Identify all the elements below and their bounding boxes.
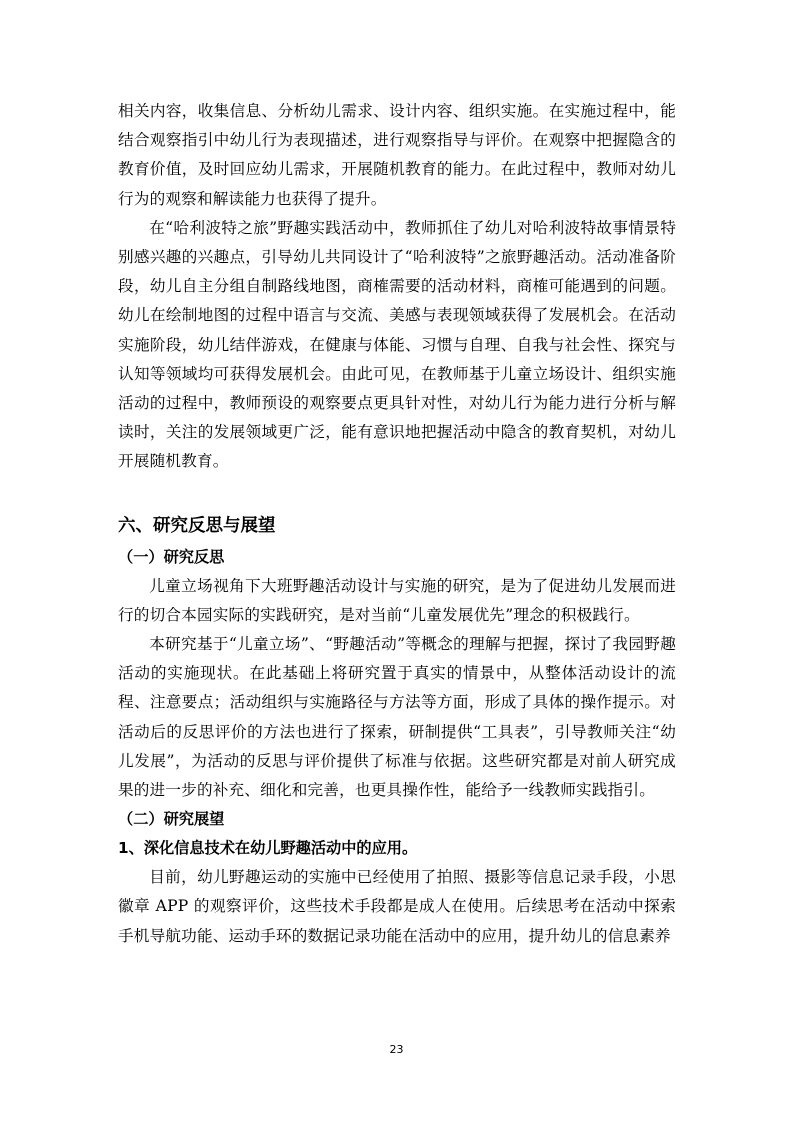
item-heading-information-technology: 1、深化信息技术在幼儿野趣活动中的应用。 [118, 839, 418, 858]
subsection-heading-outlook: （二）研究展望 [118, 810, 225, 829]
paragraph-harry-potter-activity: 在“哈利波特之旅”野趣实践活动中，教师抓住了幼儿对哈利波特故事情景特别感兴趣的兴趣点，引导幼儿共同设计了“哈利波特”之旅野趣活动。活动准备阶段，幼儿自主分组自制路线地图，商榷需要的活动材料，商榷可能遇到的问题。幼儿在绘制地图的过程中语言与交流、美感与表现领域获得了发展机会。在活动实施阶段，幼儿结伴游戏，在健康与体能、习惯与自理、自我与社会性、探究与认知等领域均可获得发展机会。由此可见，在教师基于儿童立场设计、组织实施活动的过程中，教师预设的观察要点更具针对性，对幼儿行为能力进行分析与解读时，关注的发展领域更广泛，能有意识地把握活动中隐含的教育契机，对幼儿开展随机教育。 [118, 218, 676, 471]
paragraph-reflection-2: 本研究基于“儿童立场”、“野趣活动”等概念的理解与把握，探讨了我园野趣活动的实施现状。在此基础上将研究置于真实的情景中，从整体活动设计的流程、注意要点；活动组织与实施路径与方法等方面，形成了具体的操作提示。对活动后的反思评价的方法也进行了探索，研制提供“工具表”，引导教师关注“幼儿发展”，为活动的反思与评价提供了标准与依据。这些研究都是对前人研究成果的进一步的补充、细化和完善，也更具操作性，能给予一线教师实践指引。 [118, 635, 676, 800]
section-heading: 六、研究反思与展望 [118, 515, 276, 536]
paragraph-outlook-1: 目前，幼儿野趣运动的实施中已经使用了拍照、摄影等信息记录手段，小思徽章 APP 的观察评价，这些技术手段都是成人在使用。后续思考在活动中探索手机导航功能、运动手环的数据记录功能在活动中的应用，提升幼儿的信息素养 [118, 868, 676, 945]
paragraph-continuation: 相关内容，收集信息、分析幼儿需求、设计内容、组织实施。在实施过程中，能结合观察指引中幼儿行为表现描述，进行观察指导与评价。在观察中把握隐含的教育价值，及时回应幼儿需求，开展随机教育的能力。在此过程中，教师对幼儿行为的观察和解读能力也获得了提升。 [118, 102, 676, 208]
subsection-heading-reflection: （一）研究反思 [118, 547, 225, 566]
paragraph-reflection-1: 儿童立场视角下大班野趣活动设计与实施的研究，是为了促进幼儿发展而进行的切合本园实际的实践研究，是对当前“儿童发展优先”理念的积极践行。 [118, 576, 676, 624]
page-number: 23 [389, 1043, 404, 1056]
page-content [118, 97, 676, 951]
